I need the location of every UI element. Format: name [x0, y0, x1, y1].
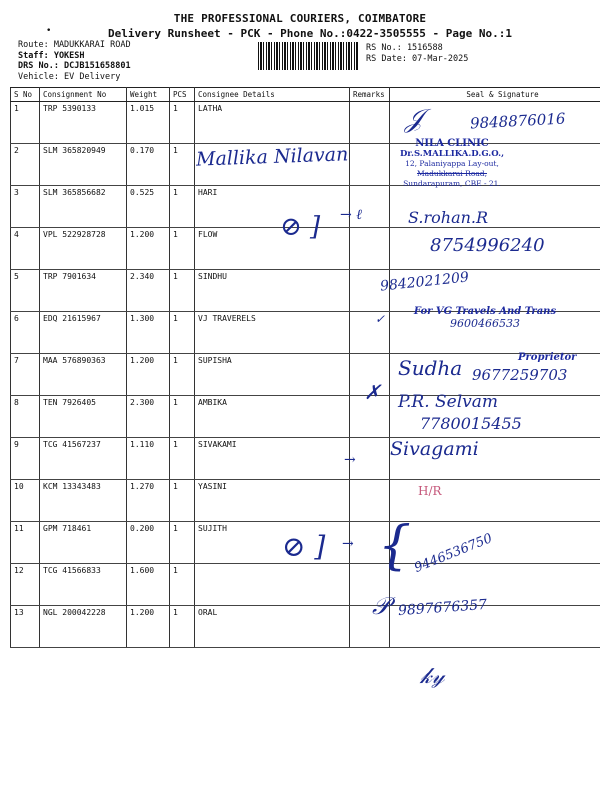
cell-sno: 12: [11, 564, 40, 606]
col-consignee: Consignee Details: [195, 88, 350, 102]
cell-sno: 5: [11, 270, 40, 312]
cell-consignee: FLOW: [195, 228, 350, 270]
table-header-row: [11, 88, 600, 102]
cell-pcs: 1: [170, 396, 195, 438]
cell-sno: 9: [11, 438, 40, 480]
company-title: THE PROFESSIONAL COURIERS, COIMBATORE: [173, 12, 427, 25]
proprietor-label: Proprietor: [518, 352, 577, 363]
cell-pcs: 1: [170, 438, 195, 480]
cell-sno: 8: [11, 396, 40, 438]
hw-bottom-initials: 𝓀𝓎: [420, 664, 445, 689]
hw-r11-brace: {: [378, 516, 412, 576]
table-row: [11, 606, 600, 648]
clinic-name: NILA CLINIC: [415, 138, 489, 149]
travels-stamp: [400, 306, 570, 330]
cell-consignment: EDQ 21615967: [40, 312, 127, 354]
cell-remarks: [350, 228, 390, 270]
hw-r8-phone: 7780015455: [420, 414, 522, 433]
col-consignment: Consignment No: [40, 88, 127, 102]
cell-consignee: SINDHU: [195, 270, 350, 312]
col-sno: S No: [11, 88, 40, 102]
clinic-addr2: Madukkarai Road,: [416, 169, 487, 178]
cell-remarks: [350, 102, 390, 144]
cell-pcs: 1: [170, 522, 195, 564]
hw-r11-arrow: →: [342, 536, 354, 552]
cell-consignee: HARI: [195, 186, 350, 228]
cell-sno: 7: [11, 354, 40, 396]
bullet-mark: •: [46, 26, 52, 36]
hw-r10-note: H/R: [418, 484, 442, 498]
cell-pcs: 1: [170, 480, 195, 522]
hw-r11-phone: 9446536750: [412, 531, 495, 576]
hw-r8-cross: ✗: [364, 380, 381, 404]
hw-r3-sig: S.rohan.R: [408, 208, 489, 227]
hw-r6-check: ✓: [375, 312, 386, 326]
cell-weight: 1.600: [127, 564, 170, 606]
cell-weight: 0.200: [127, 522, 170, 564]
cell-weight: 1.300: [127, 312, 170, 354]
col-weight: Weight: [127, 88, 170, 102]
hw-r11-circle: ⊘ ]: [282, 530, 326, 563]
hw-r9-arrow: →: [344, 452, 356, 468]
hw-r13-phone: 9897676357: [397, 596, 488, 620]
hw-circle-mark: ⊘ ]: [280, 212, 321, 242]
hw-r7-phone: 9677259703: [472, 366, 568, 384]
sheet-title: Delivery Runsheet - PCK - Phone No.:0422-3505555 - Page No.:1: [108, 27, 512, 40]
cell-weight: 2.340: [127, 270, 170, 312]
table-row: [11, 438, 600, 480]
travels-name: For VG Travels And Trans: [413, 306, 557, 317]
cell-weight: 0.525: [127, 186, 170, 228]
cell-consignee: AMBIKA: [195, 396, 350, 438]
cell-sno: 3: [11, 186, 40, 228]
col-remarks: Remarks: [350, 88, 390, 102]
cell-remarks: [350, 144, 390, 186]
cell-consignee: VJ TRAVERELS: [195, 312, 350, 354]
cell-pcs: 1: [170, 186, 195, 228]
cell-weight: 0.170: [127, 144, 170, 186]
cell-sno: 11: [11, 522, 40, 564]
cell-consignment: TCG 41566833: [40, 564, 127, 606]
cell-consignment: VPL 522928728: [40, 228, 127, 270]
barcode: [258, 42, 358, 70]
cell-weight: 1.200: [127, 354, 170, 396]
hw-arrow-1: → ℓ: [340, 207, 363, 223]
route: Route: MADUKKARAI ROAD: [18, 40, 131, 50]
table-row: [11, 564, 600, 606]
cell-consignment: TEN 7926405: [40, 396, 127, 438]
cell-consignee: YASINI: [195, 480, 350, 522]
cell-pcs: 1: [170, 102, 195, 144]
cell-pcs: 1: [170, 312, 195, 354]
rs-info: [366, 43, 468, 64]
cell-consignment: KCM 13343483: [40, 480, 127, 522]
staff: Staff: YOKESH: [18, 50, 85, 61]
drs-number: DRS No.: DCJB151658801: [18, 61, 131, 71]
hw-r8-sig: P.R. Selvam: [398, 392, 499, 412]
cell-consignee: SUPISHA: [195, 354, 350, 396]
cell-weight: 1.200: [127, 228, 170, 270]
hw-r2-name: Mallika Nilavan: [195, 143, 349, 171]
cell-consignment: SLM 365820949: [40, 144, 127, 186]
cell-weight: 1.270: [127, 480, 170, 522]
clinic-stamp: [392, 139, 512, 189]
hw-r4-phone: 8754996240: [430, 235, 545, 256]
cell-sno: 13: [11, 606, 40, 648]
cell-consignment: TRP 7901634: [40, 270, 127, 312]
cell-pcs: 1: [170, 144, 195, 186]
cell-consignment: TRP 5390133: [40, 102, 127, 144]
cell-pcs: 1: [170, 270, 195, 312]
route-info: [18, 40, 131, 82]
cell-consignment: MAA 576890363: [40, 354, 127, 396]
hw-r1-phone: 9848876016: [469, 109, 566, 133]
hw-r5-phone: 9842021209: [379, 269, 470, 295]
hw-r9-sig: Sivagami: [390, 438, 479, 460]
clinic-doctor: Dr.S.MALLIKA.D.G.O.,: [399, 149, 505, 159]
cell-sno: 2: [11, 144, 40, 186]
hw-r1-sig: 𝒥: [405, 104, 423, 134]
cell-consignee: LATHA: [195, 102, 350, 144]
cell-consignment: TCG 41567237: [40, 438, 127, 480]
col-seal: Seal & Signature: [390, 88, 600, 102]
hw-r6-phone: 9600466533: [450, 317, 520, 330]
cell-weight: 1.200: [127, 606, 170, 648]
clinic-addr1: 12, Palaniyappa Lay-out,: [405, 159, 499, 168]
cell-pcs: 1: [170, 228, 195, 270]
cell-pcs: 1: [170, 564, 195, 606]
cell-consignment: SLM 365856682: [40, 186, 127, 228]
cell-sno: 10: [11, 480, 40, 522]
cell-pcs: 1: [170, 606, 195, 648]
rs-number: RS No.: 1516588: [366, 43, 443, 53]
cell-consignee: ORAL: [195, 606, 350, 648]
cell-sno: 6: [11, 312, 40, 354]
cell-consignment: GPM 718461: [40, 522, 127, 564]
cell-sno: 1: [11, 102, 40, 144]
clinic-addr3: Sundarapuram, CBE - 21.: [403, 179, 501, 188]
vehicle: Vehicle: EV Delivery: [18, 71, 121, 82]
hw-r13-sig: 𝒫: [372, 592, 390, 620]
cell-consignee: SIVAKAMI: [195, 438, 350, 480]
cell-consignee: [195, 564, 350, 606]
cell-pcs: 1: [170, 354, 195, 396]
hw-r7-sig: Sudha: [398, 356, 463, 380]
cell-weight: 1.015: [127, 102, 170, 144]
table-row: [11, 480, 600, 522]
cell-sno: 4: [11, 228, 40, 270]
cell-consignee: SUJITH: [195, 522, 350, 564]
cell-consignment: NGL 200042228: [40, 606, 127, 648]
col-pcs: PCS: [170, 88, 195, 102]
cell-weight: 1.110: [127, 438, 170, 480]
cell-weight: 2.300: [127, 396, 170, 438]
rs-date: RS Date: 07-Mar-2025: [366, 53, 469, 64]
